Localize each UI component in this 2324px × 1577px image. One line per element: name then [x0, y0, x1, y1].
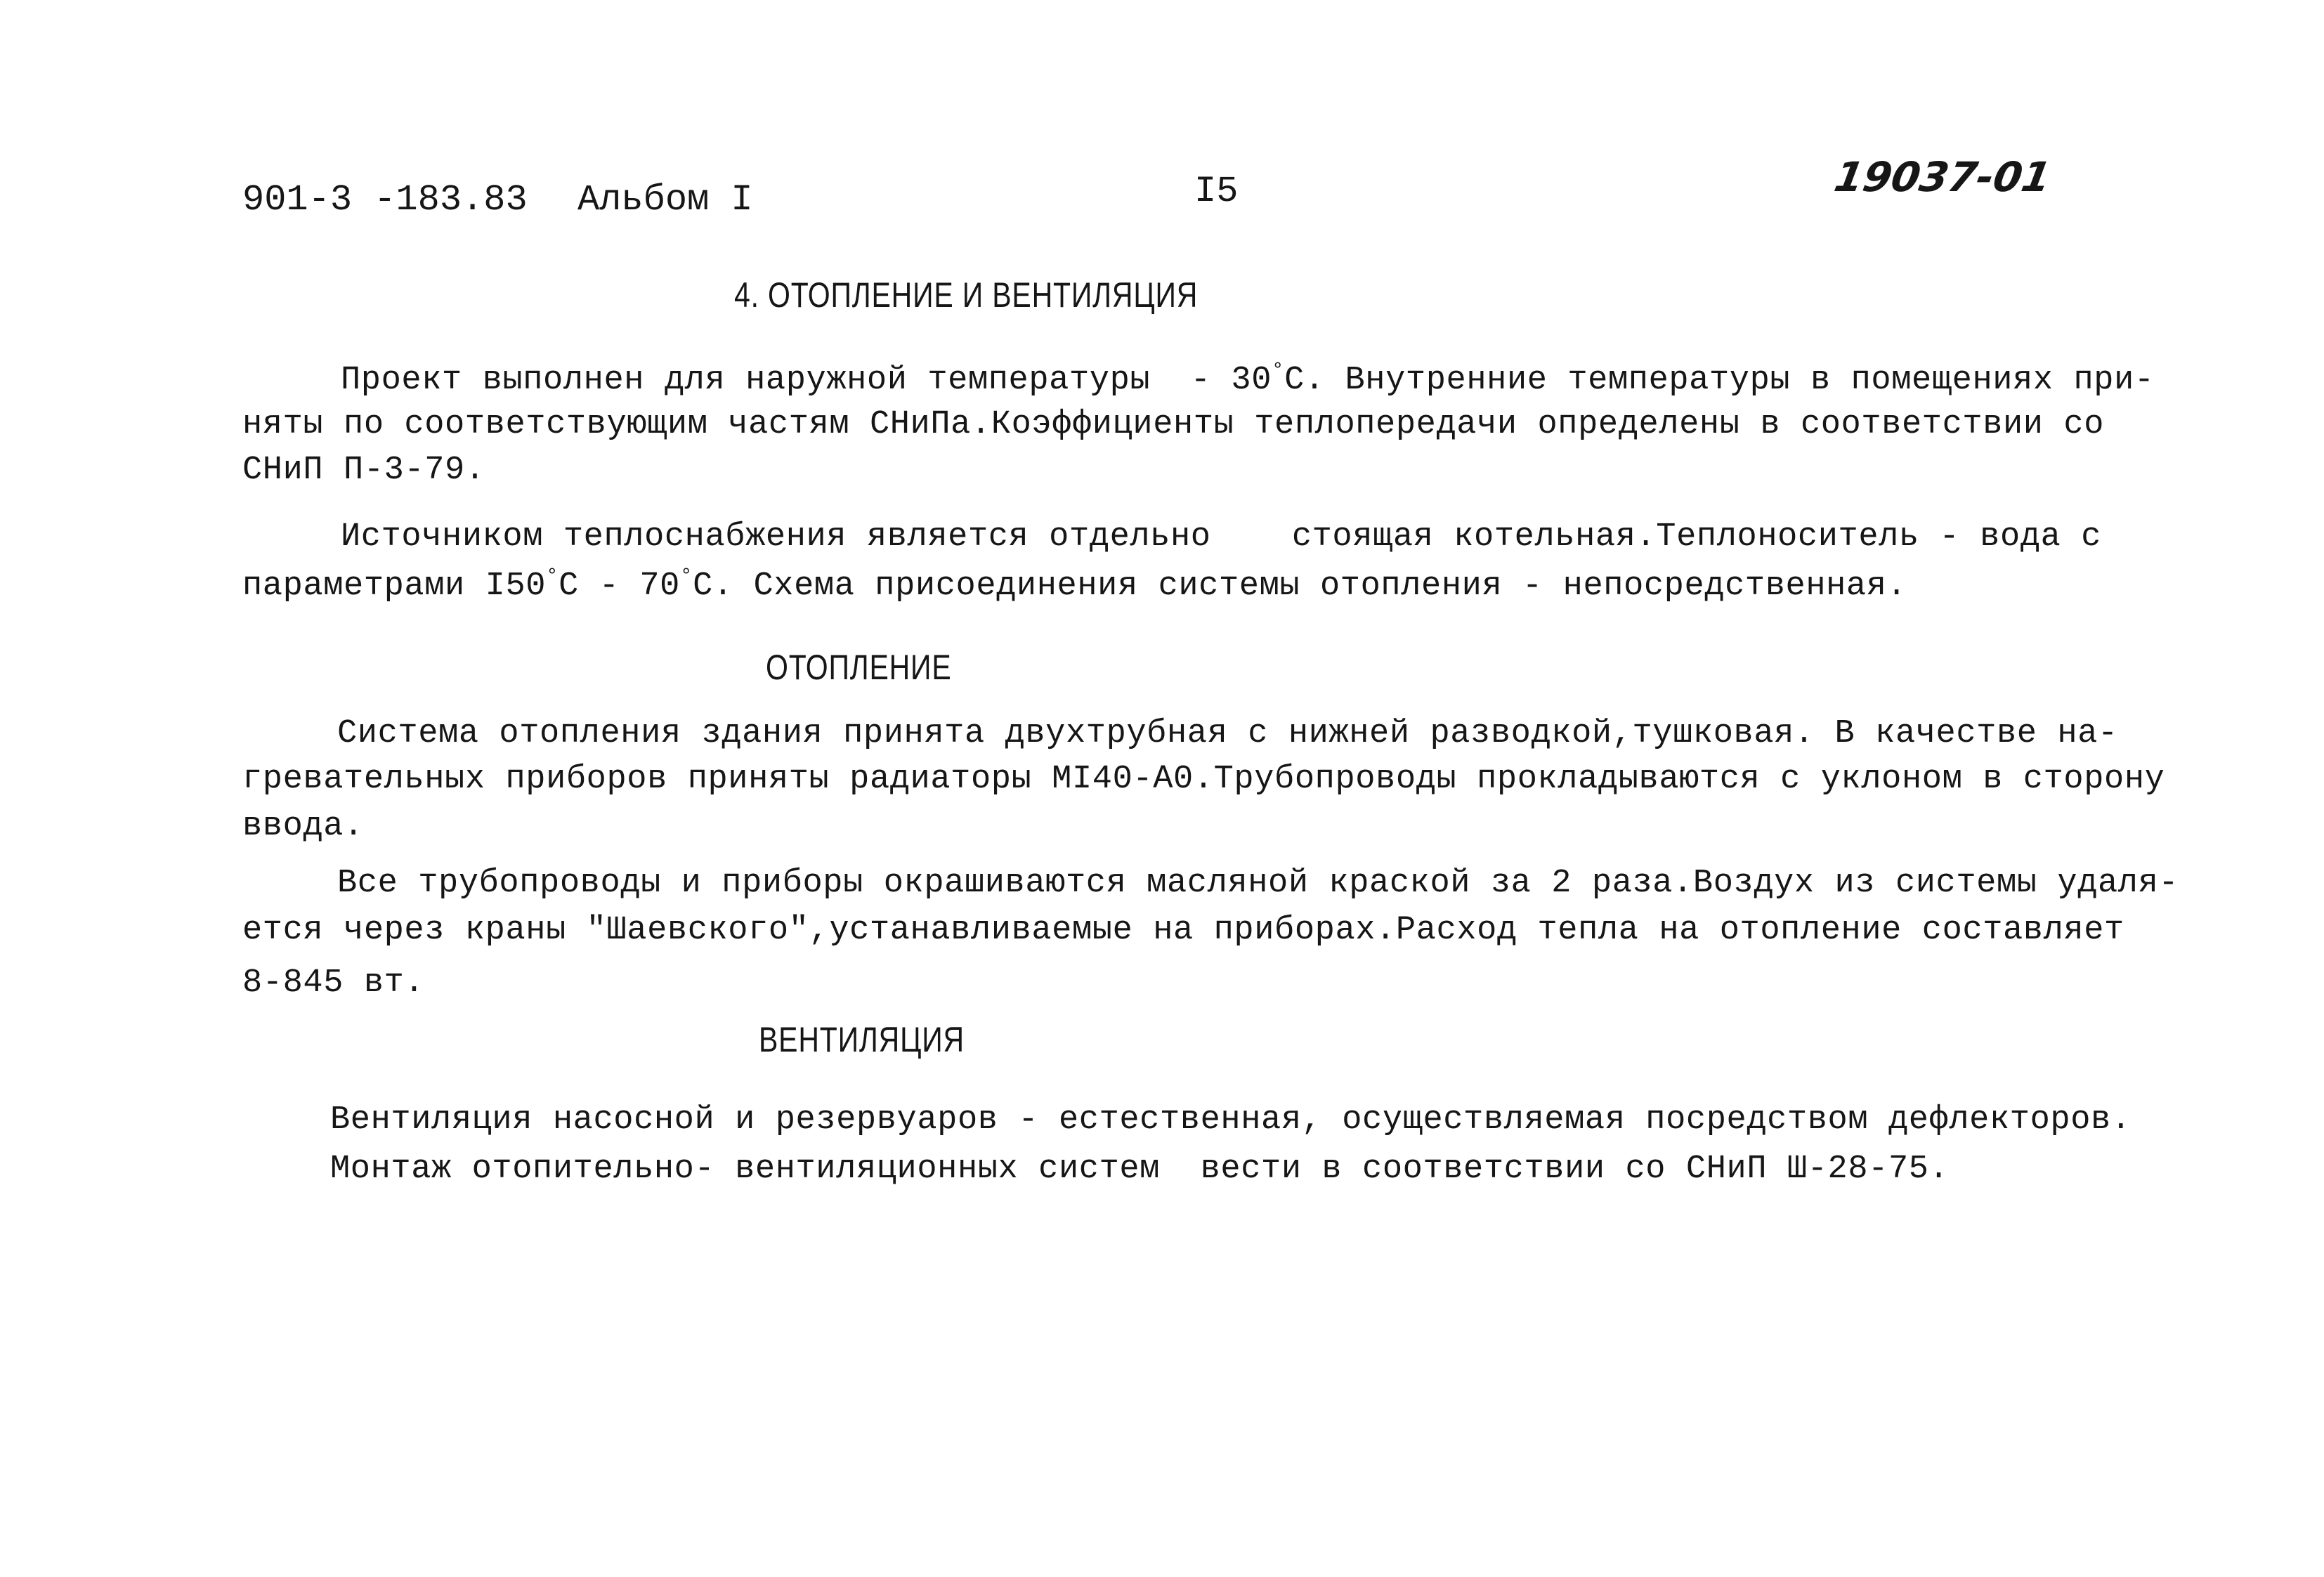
heating-title: ОТОПЛЕНИЕ — [766, 648, 952, 687]
heating-p1-line-3: ввода. — [242, 808, 364, 845]
intro-p2-line-1: Источником теплоснабжения является отдельно стоящая котельная.Теплоноситель - вода с — [341, 518, 2101, 556]
handwritten-code: 19037-01 — [1831, 153, 2055, 201]
page-number: I5 — [1194, 171, 1239, 212]
heating-p1-line-1: Система отопления здания принята двухтрубная с нижней разводкой,тушковая. В качестве на- — [337, 715, 2118, 752]
intro-p1-line-1: Проект выполнен для наружной температуры - 30°С. Внутренние температуры в помещениях при- — [341, 358, 2155, 399]
heating-p1-line-2: гревательных приборов приняты радиаторы МI40-А0.Трубопроводы прокладываются с уклоном в сторону — [242, 761, 2165, 798]
intro-p1-line-3: СНиП П-3-79. — [242, 452, 485, 489]
doc-code: 901-3 -183.83 — [242, 179, 528, 221]
ventilation-line-1: Вентиляция насосной и резервуаров - естественная, осуществляемая посредством дефлекторов. — [330, 1101, 2132, 1139]
intro-p1-line-2: няты по соответствующим частям СНиПа.Коэффициенты теплопередачи определены в соответствии со — [242, 406, 2105, 443]
album-label: Альбом I — [577, 179, 753, 221]
section-title: 4. ОТОПЛЕНИЕ И ВЕНТИЛЯЦИЯ — [734, 275, 1199, 315]
ventilation-title: ВЕНТИЛЯЦИЯ — [759, 1020, 965, 1059]
intro-p2-line-2: параметрами I50°С - 70°С. Схема присоединения системы отопления - непосредственная. — [242, 564, 1907, 605]
heating-p2-line-2: ется через краны "Шаевского",устанавливаемые на приборах.Расход тепла на отопление составляет — [242, 912, 2124, 949]
ventilation-line-2: Монтаж отопительно- вентиляционных систем вести в соответствии со СНиП Ш-28-75. — [330, 1151, 1950, 1188]
heating-p2-line-1: Все трубопроводы и приборы окрашиваются масляной краской за 2 раза.Воздух из системы удаля- — [337, 865, 2179, 902]
heating-p2-line-3: 8-845 вт. — [242, 964, 425, 1002]
